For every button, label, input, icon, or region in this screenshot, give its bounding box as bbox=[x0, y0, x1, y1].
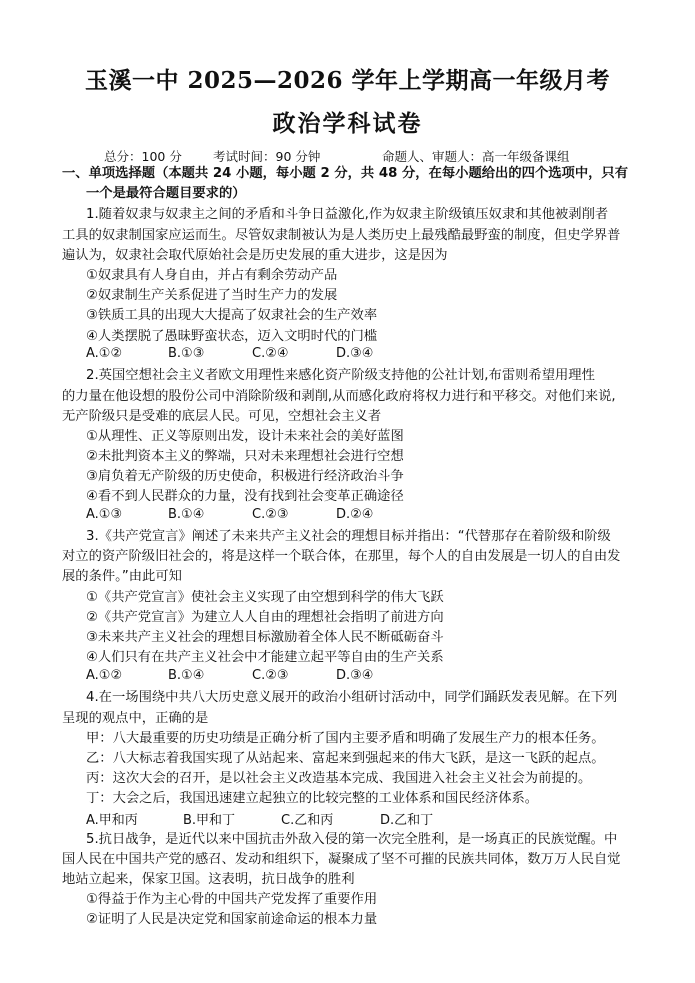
q1-choice-c: C.②④ bbox=[252, 346, 289, 361]
exam-title: 玉溪一中 2025—2026 学年上学期高一年级月考 bbox=[84, 67, 611, 94]
q2-statement: ③肩负着无产阶级的历史使命，积极进行经济政治斗争 bbox=[86, 469, 404, 484]
q4-viewpoint: 乙：八大标志着我国实现了从站起来、富起来到强起来的伟大飞跃，是这一飞跃的起点。 bbox=[86, 751, 605, 766]
q2-statement: ②未批判资本主义的弊端，只对未来理想社会进行空想 bbox=[86, 449, 404, 464]
q3-choice-b: B.①④ bbox=[168, 668, 205, 683]
q1-stem-line: 遍认为，奴隶社会取代原始社会是历史发展的重大进步，这是因为 bbox=[62, 248, 448, 263]
section-heading-cont: 一个是最符合题目要求的） bbox=[86, 186, 246, 201]
q4-viewpoint: 丙：这次大会的召开，是以社会主义改造基本完成、我国进入社会主义社会为前提的。 bbox=[86, 771, 592, 786]
q3-choice-a: A.①② bbox=[86, 668, 123, 683]
q2-choice-b: B.①④ bbox=[168, 507, 205, 522]
q1-stem-line: 工具的奴隶制国家应运而生。尽管奴隶制被认为是人类历史上最残酷最野蛮的制度，但史学界普 bbox=[62, 228, 621, 243]
q4-stem-line: 呈现的观点中，正确的是 bbox=[62, 711, 209, 726]
q1-statement: ③铁质工具的出现大大提高了奴隶社会的生产效率 bbox=[86, 308, 378, 323]
q5-stem-line: 国人民在中国共产党的感召、发动和组织下，凝聚成了坚不可摧的民族共同体，数万万人民自觉 bbox=[62, 852, 621, 867]
q5-stem-line: 5.抗日战争，是近代以来中国抗击外敌入侵的第一次完全胜利，是一场真正的民族觉醒。中 bbox=[86, 832, 618, 847]
q2-stem-line: 2.英国空想社会主义者欧文用理性来感化资产阶级支持他的公社计划,布雷则希望用理性 bbox=[86, 368, 595, 383]
q5-stem-line: 地站立起来，保家卫国。这表明，抗日战争的胜利 bbox=[62, 872, 355, 887]
q1-stem-line: 1.随着奴隶与奴隶主之间的矛盾和斗争日益激化,作为奴隶主阶级镇压奴隶和其他被剥削者 bbox=[86, 207, 609, 222]
q4-choice-b: B.甲和丁 bbox=[183, 813, 236, 828]
q3-statement: ③未来共产主义社会的理想目标激励着全体人民不断砥砺奋斗 bbox=[86, 630, 444, 645]
q1-statement: ①奴隶具有人身自由，并占有剩余劳动产品 bbox=[86, 268, 338, 283]
q2-statement: ①从理性、正义等原则出发，设计未来社会的美好蓝图 bbox=[86, 429, 404, 444]
q3-statement: ④人们只有在共产主义社会中才能建立起平等自由的生产关系 bbox=[86, 650, 444, 665]
q2-stem-line: 无产阶级只是受难的底层人民。可见，空想社会主义者 bbox=[62, 409, 382, 424]
q1-choice-b: B.①③ bbox=[168, 346, 205, 361]
q4-choice-c: C.乙和丙 bbox=[281, 813, 334, 828]
q1-choice-d: D.③④ bbox=[336, 346, 374, 361]
q4-choice-d: D.乙和丁 bbox=[380, 813, 434, 828]
exam-authors: 命题人、审题人：高一年级备课组 bbox=[382, 149, 570, 164]
q4-viewpoint: 甲：八大最重要的历史功绩是正确分析了国内主要矛盾和明确了发展生产力的根本任务。 bbox=[86, 731, 605, 746]
q2-stem-line: 的力量在他设想的股份公司中消除阶级和剥削,从而感化政府将权力进行和平移交。对他们来说, bbox=[62, 389, 616, 404]
q5-statement: ②证明了人民是决定党和国家前途命运的根本力量 bbox=[86, 912, 378, 927]
exam-subtitle: 政治学科试卷 bbox=[272, 110, 423, 137]
total-score: 总分：100 分 bbox=[104, 149, 182, 164]
q5-statement: ①得益于作为主心骨的中国共产党发挥了重要作用 bbox=[86, 892, 378, 907]
q3-choice-c: C.②③ bbox=[252, 668, 289, 683]
q3-choice-d: D.③④ bbox=[336, 668, 374, 683]
q2-statement: ④看不到人民群众的力量，没有找到社会变革正确途径 bbox=[86, 489, 404, 504]
q3-stem-line: 展的条件。”由此可知 bbox=[62, 569, 182, 584]
q1-statement: ②奴隶制生产关系促进了当时生产力的发展 bbox=[86, 288, 338, 303]
q4-stem-line: 4.在一场围绕中共八大历史意义展开的政治小组研讨活动中，同学们踊跃发表见解。在下列 bbox=[86, 690, 618, 705]
exam-time: 考试时间：90 分钟 bbox=[213, 149, 321, 164]
q4-viewpoint: 丁：大会之后，我国迅速建立起独立的比较完整的工业体系和国民经济体系。 bbox=[86, 791, 539, 806]
q1-statement: ④人类摆脱了愚昧野蛮状态，迈入文明时代的门槛 bbox=[86, 329, 378, 344]
q1-choice-a: A.①② bbox=[86, 346, 123, 361]
q2-choice-d: D.②④ bbox=[336, 507, 374, 522]
q2-choice-a: A.①③ bbox=[86, 507, 123, 522]
q3-statement: ①《共产党宣言》使社会主义实现了由空想到科学的伟大飞跃 bbox=[86, 590, 444, 605]
q3-stem-line: 3.《共产党宣言》阐述了未来共产主义社会的理想目标并指出：“代替那存在着阶级和阶级 bbox=[86, 529, 611, 544]
section-heading: 一、单项选择题（本题共 24 小题，每小题 2 分，共 48 分，在每小题给出的四个选项中，只有 bbox=[62, 166, 629, 181]
q4-choice-a: A.甲和丙 bbox=[86, 813, 138, 828]
q3-stem-line: 对立的资产阶级旧社会的，将是这样一个联合体，在那里，每个人的自由发展是一切人的自由发 bbox=[62, 549, 621, 564]
q3-statement: ②《共产党宣言》为建立人人自由的理想社会指明了前进方向 bbox=[86, 610, 444, 625]
q2-choice-c: C.②③ bbox=[252, 507, 289, 522]
